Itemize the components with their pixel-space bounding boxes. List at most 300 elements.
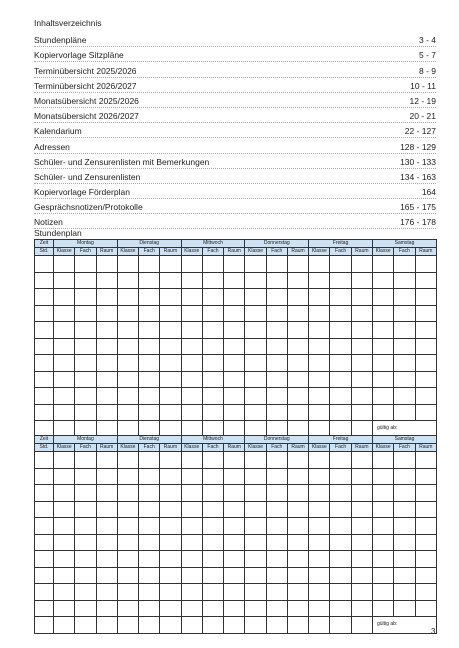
timetable-cell [415,338,436,355]
timetable-cell [372,518,393,535]
timetable-cell [394,518,415,535]
timetable-cell [54,518,75,535]
timetable-cell [96,338,117,355]
timetable-cell [372,485,393,502]
timetable-cell [139,584,160,601]
subcolumn-header: Raum [351,444,372,452]
timetable-cell [202,289,223,306]
timetable-cell [287,355,308,372]
timetable-cell [54,584,75,601]
timetable-row [35,338,437,355]
timetable-cell [287,485,308,502]
timetable-cell [245,518,266,535]
timetable-cell [415,600,436,617]
timetable-cell [96,600,117,617]
timetable-cell [181,534,202,551]
timetable-cell [245,551,266,568]
timetable-cell [160,485,181,502]
timetable-cell [351,256,372,273]
timetable-cell [224,501,245,518]
day-header: Montag [54,436,118,444]
timetable-cell [54,551,75,568]
timetable-title: Stundenplan [34,228,82,238]
timetable-cell [54,468,75,485]
timetable-cell [330,452,351,469]
toc-entry [34,108,436,123]
page-number: 3 [431,627,436,636]
timetable-cell [330,584,351,601]
timetable-cell [372,404,393,421]
timetable-cell [330,501,351,518]
timetable-cell [181,567,202,584]
timetable-cell [394,404,415,421]
timetable-cell [181,404,202,421]
timetable-cell [266,600,287,617]
timetable-cell [330,289,351,306]
timetable-cell [415,452,436,469]
timetable-cell [117,404,138,421]
timetable-cell [266,567,287,584]
timetable-cell [54,485,75,502]
timetable-cell [35,355,54,372]
toc-entry-pages: 10 - 11 [410,80,436,91]
timetable-cell [35,600,54,617]
timetable-cell [351,534,372,551]
timetable-cell [351,322,372,339]
timetable-cell [96,404,117,421]
toc-entry [34,78,436,93]
timetable-cell [139,452,160,469]
subcolumn-header: Fach [75,444,96,452]
timetable-cell [330,355,351,372]
timetable-cell [96,289,117,306]
timetable-cell [202,551,223,568]
timetable-cell [394,600,415,617]
timetable-cell [330,272,351,289]
timetable-cell [330,338,351,355]
timetable-cell [351,617,372,634]
timetable-cell [139,322,160,339]
timetable-cell [35,404,54,421]
timetable-cell [245,485,266,502]
toc-entry-pages: 176 - 178 [400,217,436,228]
timetable-cell [54,371,75,388]
subcolumn-header: Klasse [181,248,202,256]
timetable-cell [224,338,245,355]
timetable-cell [96,617,117,634]
toc-entry-label: Adressen [34,141,70,152]
subcolumn-header: Fach [139,248,160,256]
toc-entry-pages: 12 - 19 [409,95,436,106]
toc-entry-label: Stundenpläne [34,35,87,46]
timetable-cell [309,452,330,469]
toc-entry-pages: 3 - 4 [418,35,436,46]
timetable-cell [330,404,351,421]
valid-from-field: gültig ab: [372,421,436,438]
timetable-cell [394,371,415,388]
timetable-cell [309,355,330,372]
timetable-cell [287,617,308,634]
timetable-cell [35,584,54,601]
timetable-row [35,534,437,551]
timetable-cell [330,468,351,485]
timetable-cell [351,468,372,485]
timetable-cell [372,501,393,518]
timetable-cell [35,617,54,634]
timetable-cell [160,289,181,306]
timetable-cell [287,272,308,289]
timetable-cell [160,452,181,469]
timetable-cell [160,468,181,485]
timetable-row [35,567,437,584]
timetable-cell [35,256,54,273]
timetable-cell [266,518,287,535]
timetable-cell [351,388,372,405]
timetable-cell [287,518,308,535]
timetable-cell [139,404,160,421]
timetable-cell [372,305,393,322]
timetable-cell [117,501,138,518]
timetable-row [35,272,437,289]
subcolumn-header: Fach [394,248,415,256]
toc-entry [34,199,436,214]
timetable-cell [160,584,181,601]
timetable-cell [266,338,287,355]
toc-entry-label: Terminübersicht 2026/2027 [34,80,137,91]
timetable-cell [309,404,330,421]
timetable-cell [75,272,96,289]
timetable-cell [394,305,415,322]
timetable-cell [181,518,202,535]
timetable-cell [117,600,138,617]
timetable-cell [139,272,160,289]
toc-entry-pages: 22 - 127 [404,126,436,137]
timetable-cell [96,567,117,584]
timetable-cell [75,452,96,469]
timetable-cell [75,501,96,518]
timetable-cell [372,468,393,485]
timetable-cell [202,322,223,339]
timetable-cell [372,371,393,388]
timetable-cell [160,567,181,584]
timetable-cell [96,272,117,289]
subcolumn-header: Fach [202,248,223,256]
timetable-cell [224,272,245,289]
timetable-cell [160,371,181,388]
timetable-cell [181,256,202,273]
timetable-cell [35,468,54,485]
timetable-cell [181,371,202,388]
timetable-cell [96,551,117,568]
timetable-cell [287,567,308,584]
timetable-cell [245,617,266,634]
timetable-cell [245,584,266,601]
timetable-cell [75,388,96,405]
subcolumn-header: Fach [75,248,96,256]
timetable-cell [160,322,181,339]
timetable-cell [224,305,245,322]
period-header: Std. [35,444,54,452]
toc-entry-label: Kalendarium [34,126,82,137]
timetable-cell [309,485,330,502]
timetable-cell [309,534,330,551]
timetable-cell [266,371,287,388]
timetable-cell [309,388,330,405]
day-header: Samstag [372,240,436,248]
timetable-row [35,256,437,273]
timetable-cell [330,551,351,568]
timetable-cell [54,272,75,289]
timetable-cell [160,388,181,405]
timetable-cell [224,388,245,405]
timetable-cell [351,355,372,372]
timetable-cell [139,551,160,568]
timetable-cell [54,452,75,469]
timetable-cell [139,617,160,634]
timetable-cell [287,584,308,601]
timetable-cell [224,371,245,388]
timetable-cell [160,256,181,273]
timetable-cell [54,404,75,421]
timetable-cell [415,289,436,306]
timetable-cell [309,501,330,518]
timetable-cell [415,256,436,273]
timetable-cell [224,404,245,421]
toc-entry-pages: 134 - 163 [400,171,436,182]
subcolumn-header: Fach [266,248,287,256]
timetable-cell [117,452,138,469]
timetable-cell [266,617,287,634]
timetable-cell [415,322,436,339]
timetable-cell [54,338,75,355]
timetable-cell [117,338,138,355]
timetable-cell [96,468,117,485]
timetable-cell [160,617,181,634]
day-header: Freitag [309,240,373,248]
timetable-cell [139,305,160,322]
timetable-cell [54,617,75,634]
day-header: Samstag [372,436,436,444]
timetable-2 [34,435,437,634]
subcolumn-header: Raum [96,444,117,452]
timetable-cell [75,600,96,617]
timetable-cell [245,355,266,372]
timetable-cell [351,551,372,568]
timetable-cell [35,289,54,306]
timetable-cell [181,305,202,322]
timetable-cell [394,534,415,551]
timetable-cell [117,305,138,322]
timetable-cell [245,388,266,405]
timetable-cell [372,256,393,273]
timetable-cell [35,371,54,388]
timetable-cell [181,501,202,518]
toc-entry [34,169,436,184]
timetable-cell [139,371,160,388]
timetable-cell [372,338,393,355]
timetable-cell [245,289,266,306]
toc-title: Inhaltsverzeichnis [34,18,102,28]
timetable-cell [224,584,245,601]
day-header: Mittwoch [181,240,245,248]
timetable-cell [415,501,436,518]
timetable-cell [394,256,415,273]
timetable-row [35,468,437,485]
timetable-cell [117,485,138,502]
toc-entry-pages: 128 - 129 [400,141,436,152]
valid-from-field: gültig ab: [372,617,436,634]
subcolumn-header: Klasse [309,444,330,452]
timetable-cell [35,485,54,502]
timetable-cell [96,371,117,388]
timetable-cell [117,355,138,372]
timetable-cell [309,567,330,584]
timetable-cell [181,584,202,601]
timetable-cell [415,468,436,485]
toc-entry-label: Schüler- und Zensurenlisten mit Bemerkungen [34,156,210,167]
timetable-cell [372,584,393,601]
timetable-cell [224,534,245,551]
timetable-cell [309,289,330,306]
timetable-row [35,600,437,617]
toc-entry-label: Gesprächsnotizen/Protokolle [34,202,143,213]
timetable-cell [160,518,181,535]
timetable-cell [224,256,245,273]
timetable-cell [54,289,75,306]
timetable-cell [224,617,245,634]
toc-entry [34,138,436,153]
subcolumn-header: Fach [202,444,223,452]
timetable-cell [224,485,245,502]
timetable-cell [287,388,308,405]
timetable-cell [139,388,160,405]
timetable-1 [34,239,437,438]
timetable-cell [287,371,308,388]
timetable-cell [139,485,160,502]
timetable-cell [245,600,266,617]
timetable-cell [245,567,266,584]
subcolumn-header: Raum [224,248,245,256]
subcolumn-header: Klasse [54,248,75,256]
timetable-row [35,485,437,502]
timetable-cell [287,322,308,339]
timetable-cell [96,501,117,518]
timetable-cell [266,355,287,372]
timetable-cell [266,305,287,322]
timetable-cell [139,518,160,535]
timetable-cell [351,305,372,322]
timetable-cell [75,371,96,388]
timetable-cell [202,485,223,502]
toc-entry [34,123,436,138]
timetable-cell [224,518,245,535]
timetable-cell [75,256,96,273]
day-header: Freitag [309,436,373,444]
toc-entry [34,62,436,77]
timetable-cell [287,452,308,469]
timetable-cell [75,322,96,339]
timetable-cell [266,404,287,421]
toc-entry [34,93,436,108]
timetable-cell [287,256,308,273]
timetable-cell [35,534,54,551]
timetable-cell [96,534,117,551]
timetable-cell [287,305,308,322]
toc-entry-label: Terminübersicht 2025/2026 [34,65,137,76]
timetable-cell [202,468,223,485]
timetable-cell [139,338,160,355]
timetable-cell [96,485,117,502]
timetable-cell [139,289,160,306]
timetable-cell [35,452,54,469]
table-of-contents [34,32,436,229]
timetable-cell [54,355,75,372]
timetable-cell [224,355,245,372]
timetable-cell [139,355,160,372]
timetable-cell [287,534,308,551]
subcolumn-header: Raum [160,444,181,452]
subcolumn-header: Raum [287,444,308,452]
timetable-cell [139,501,160,518]
timetable-cell [415,551,436,568]
timetable-cell [245,404,266,421]
timetable-cell [287,289,308,306]
timetable-cell [394,567,415,584]
timetable-cell [330,567,351,584]
timetable-cell [394,272,415,289]
timetable-cell [181,617,202,634]
toc-entry-pages: 165 - 175 [400,202,436,213]
timetable-cell [202,355,223,372]
timetable-cell [96,355,117,372]
timetable-cell [372,289,393,306]
day-header: Mittwoch [181,436,245,444]
timetable-cell [372,388,393,405]
timetable-cell [287,600,308,617]
timetable-cell [224,551,245,568]
toc-entry-label: Notizen [34,217,63,228]
timetable-cell [309,305,330,322]
timetable-cell [181,600,202,617]
timetable-cell [202,256,223,273]
timetable-cell [266,584,287,601]
timetable-row [35,452,437,469]
timetable-cell [330,305,351,322]
timetable-cell [309,600,330,617]
subcolumn-header: Raum [160,248,181,256]
timetable-cell [139,600,160,617]
subcolumn-header: Klasse [372,444,393,452]
day-header: Dienstag [117,436,181,444]
timetable-cell [372,322,393,339]
timetable-row [35,501,437,518]
timetable-cell [54,388,75,405]
timetable-cell [117,272,138,289]
timetable-cell [160,600,181,617]
timetable-cell [75,289,96,306]
timetable-cell [75,567,96,584]
timetable-cell [96,452,117,469]
day-header: Montag [54,240,118,248]
timetable-cell [181,355,202,372]
timetable-cell [160,355,181,372]
timetable-cell [309,371,330,388]
timetable-row [35,584,437,601]
subcolumn-header: Klasse [309,248,330,256]
timetable-cell [245,256,266,273]
toc-entry-pages: 5 - 7 [418,50,436,61]
day-header: Dienstag [117,240,181,248]
